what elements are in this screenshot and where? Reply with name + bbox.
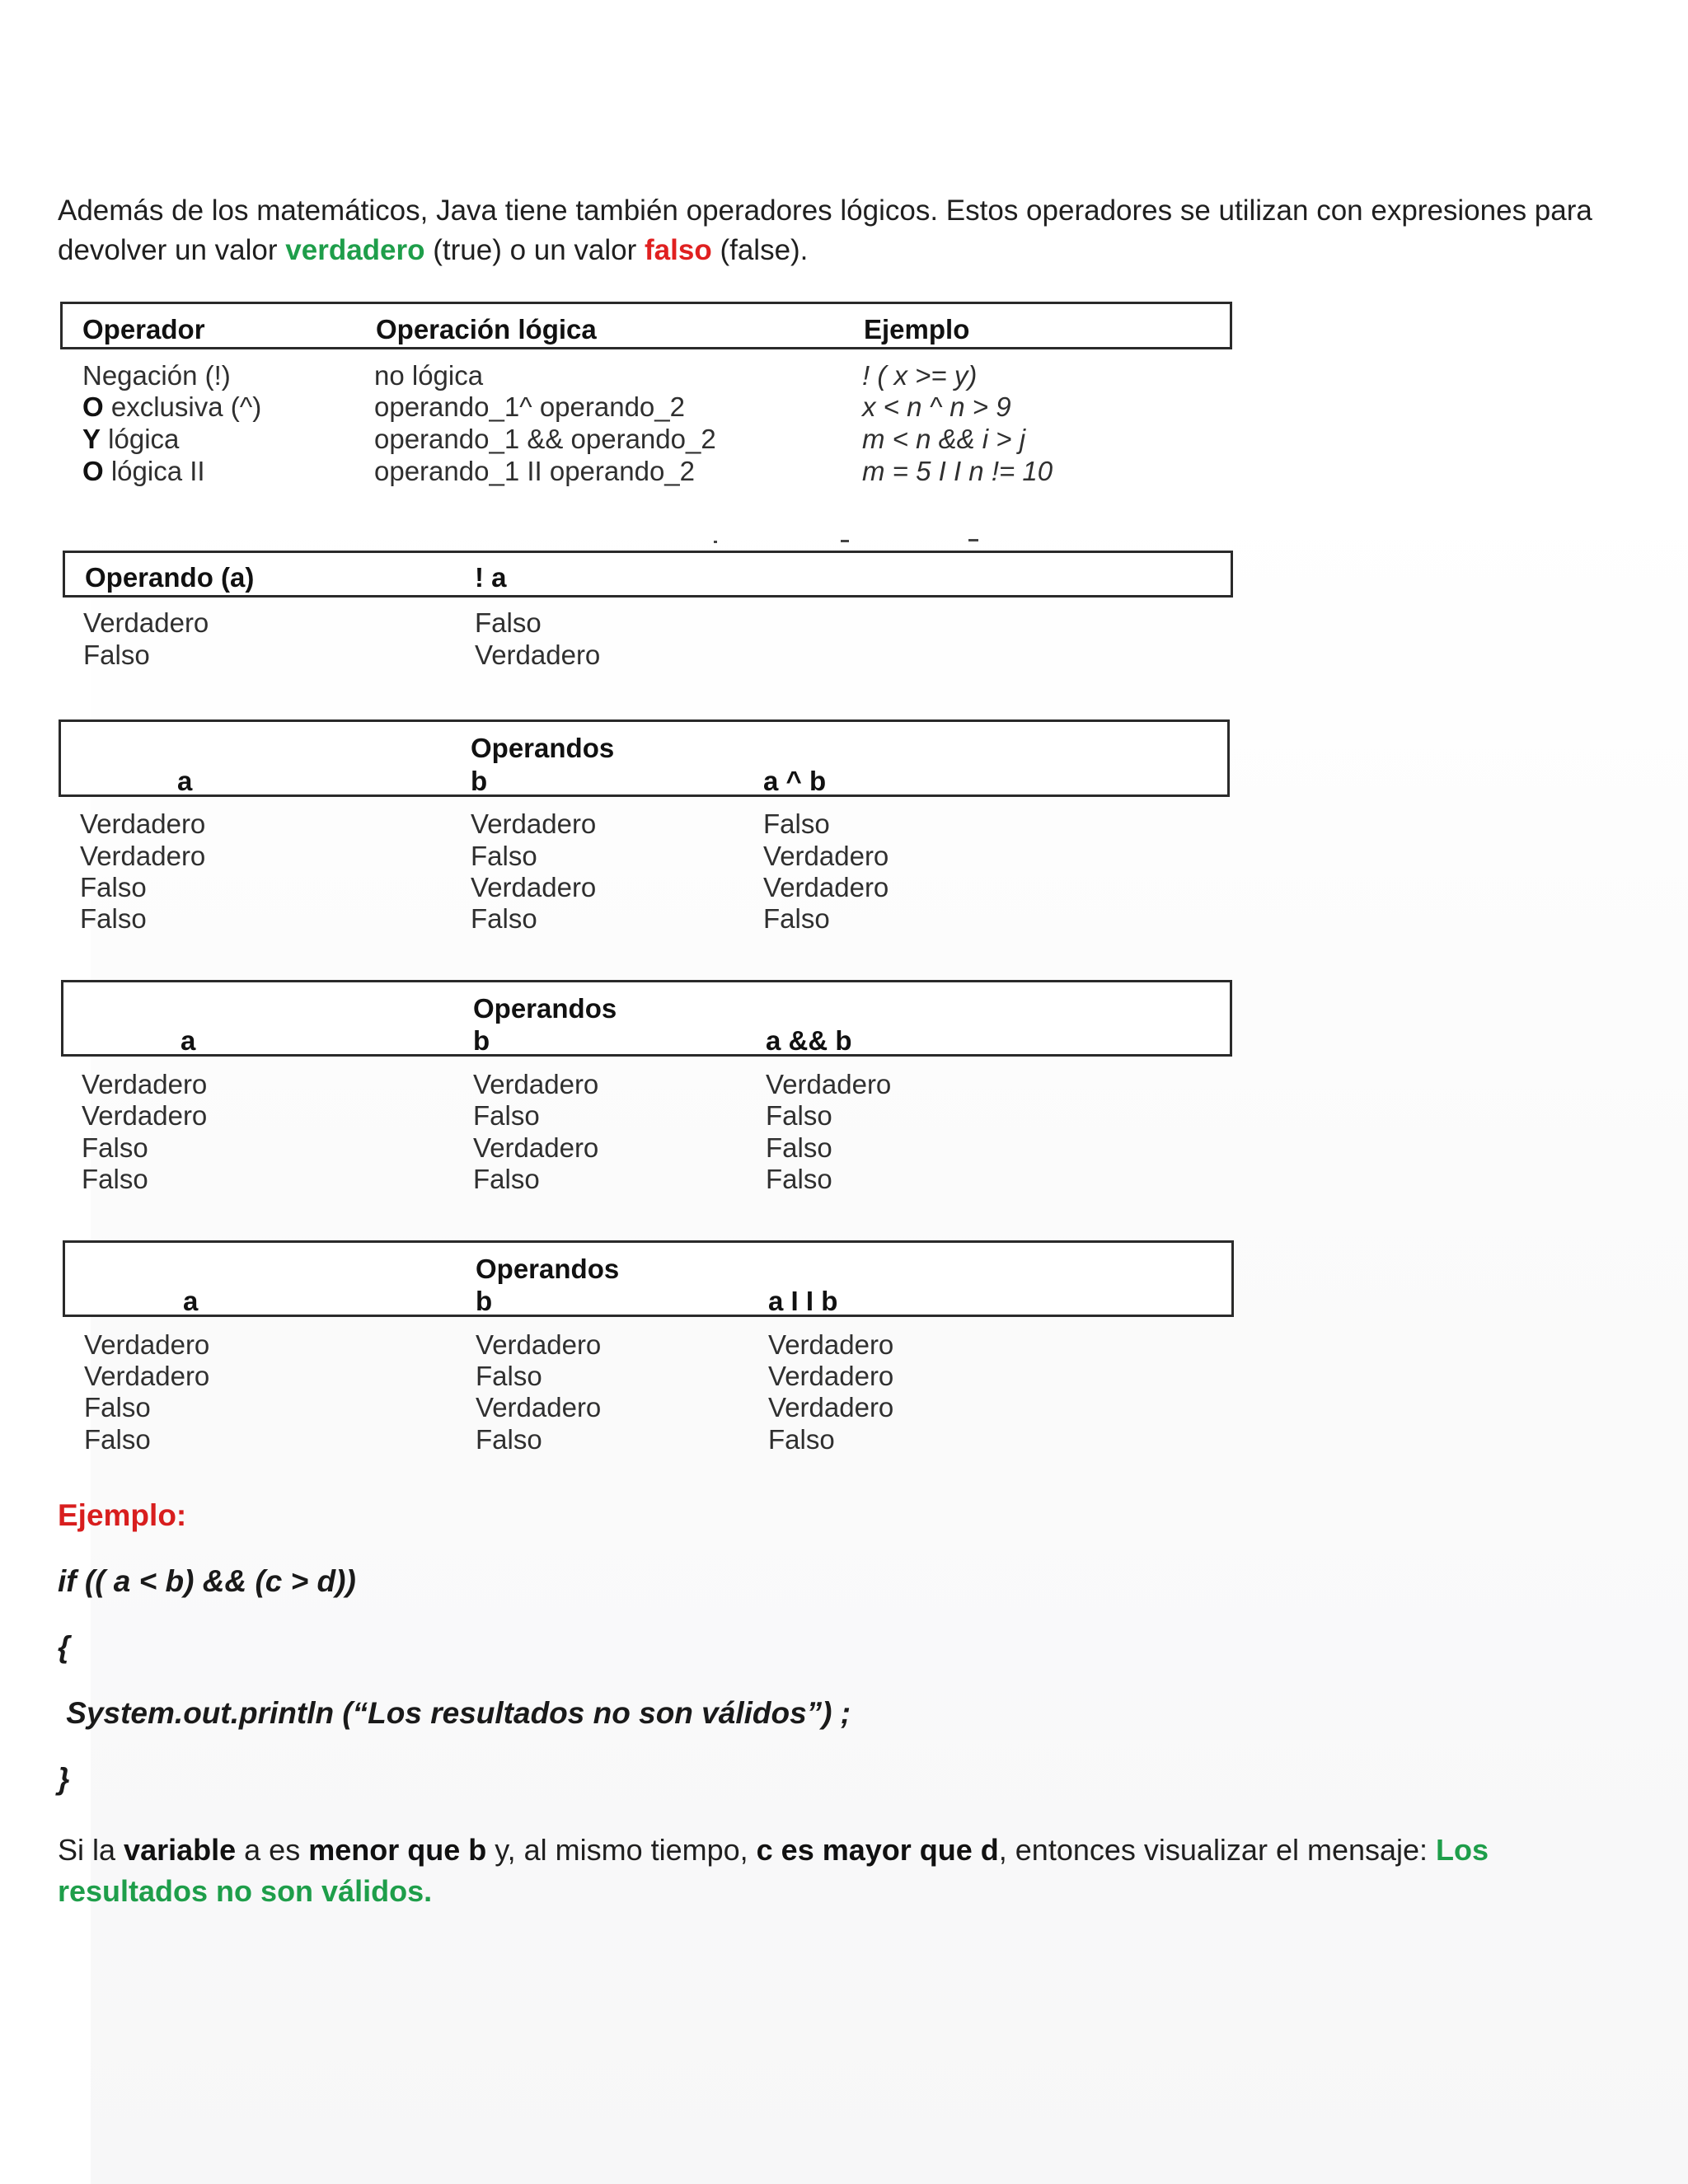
table-cell: Verdadero [768, 1361, 894, 1391]
table-cell: Falso [80, 872, 147, 902]
table-cell: Verdadero [83, 607, 209, 638]
table-cell: Falso [763, 903, 830, 934]
header-result: a I I b [768, 1286, 838, 1316]
header-b: b [473, 1025, 490, 1056]
intro-true-word: verdadero [285, 234, 425, 266]
example-title: Ejemplo: [58, 1498, 187, 1532]
header-a: a [181, 1025, 196, 1056]
group-label: Operandos [471, 733, 615, 763]
header-b: b [476, 1286, 493, 1316]
header-operador: Operador [82, 314, 205, 344]
table-cell: Verdadero [473, 1132, 599, 1163]
intro-text-after: (false). [711, 234, 809, 266]
table-cell: Falso [766, 1100, 832, 1131]
summary-paragraph [58, 1830, 1640, 1912]
summary-bold: menor que b [308, 1833, 487, 1867]
header-a: a [177, 766, 193, 796]
summary-bold: variable [124, 1833, 237, 1867]
table-cell: Falso [84, 1392, 151, 1422]
intro-text-middle: (true) o un valor [424, 234, 645, 266]
summary-bold: c es mayor que d [756, 1833, 999, 1867]
code-line: System.out.println (“Los resultados no son válidos”) ; [58, 1696, 851, 1730]
table-cell: Falso [471, 841, 537, 871]
summary-text: , entonces visualizar el mensaje: [998, 1833, 1437, 1867]
operation-text: no lógica [374, 360, 484, 391]
table-cell: Falso [768, 1424, 835, 1455]
group-label: Operandos [476, 1254, 620, 1284]
code-line: } [58, 1762, 70, 1796]
scan-artifact [841, 540, 849, 542]
table-cell: Verdadero [476, 1392, 602, 1422]
or-table-header [63, 1240, 1234, 1317]
table-cell: Falso [82, 1164, 148, 1194]
header-b: b [471, 766, 488, 796]
table-cell: Falso [476, 1361, 542, 1391]
operation-text: operando_1 II operando_2 [374, 456, 696, 486]
table-cell: Verdadero [80, 808, 206, 839]
operators-table-header [60, 302, 1232, 349]
summary-text: a es [236, 1833, 309, 1867]
table-cell: Verdadero [768, 1329, 894, 1360]
table-cell: Verdadero [84, 1329, 210, 1360]
summary-message: Los resultados no son válidos. [58, 1833, 1489, 1908]
table-cell: Verdadero [471, 872, 597, 902]
summary-text: Si la [58, 1833, 124, 1867]
table-cell: Verdadero [84, 1361, 210, 1391]
table-cell: Verdadero [763, 872, 889, 902]
table-cell: Falso [473, 1164, 540, 1194]
table-cell: Falso [82, 1132, 148, 1163]
table-cell: Verdadero [476, 1329, 602, 1360]
code-line: if (( a < b) && (c > d)) [58, 1564, 356, 1598]
example-text: ! ( x >= y) [862, 360, 978, 391]
header-operacion: Operación lógica [376, 314, 597, 344]
intro-paragraph [58, 191, 1607, 270]
table-cell: Verdadero [82, 1100, 208, 1131]
table-cell: Verdadero [471, 808, 597, 839]
header-ejemplo: Ejemplo [864, 314, 970, 344]
header-not-a: ! a [475, 562, 507, 593]
table-cell: Verdadero [766, 1069, 892, 1099]
table-cell: Falso [766, 1164, 832, 1194]
scan-artifact [714, 541, 717, 543]
operator-name: O lógica II [82, 456, 205, 486]
table-cell: Falso [476, 1424, 542, 1455]
example-text: m = 5 I I n != 10 [862, 456, 1053, 486]
header-operando-a: Operando (a) [85, 562, 255, 593]
table-cell: Verdadero [473, 1069, 599, 1099]
example-text: m < n && i > j [862, 424, 1026, 454]
table-cell: Falso [83, 640, 150, 670]
operator-name: Negación (!) [82, 360, 231, 391]
group-label: Operandos [473, 993, 617, 1024]
xor-table-header [59, 719, 1230, 797]
example-text: x < n ^ n > 9 [862, 391, 1011, 422]
operation-text: operando_1 && operando_2 [374, 424, 716, 454]
table-cell: Falso [766, 1132, 832, 1163]
scan-artifact [968, 539, 978, 541]
code-line: { [58, 1630, 70, 1664]
table-cell: Falso [763, 808, 830, 839]
table-cell: Verdadero [475, 640, 601, 670]
summary-text: y, al mismo tiempo, [486, 1833, 757, 1867]
operator-name: O exclusiva (^) [82, 391, 262, 422]
table-cell: Verdadero [82, 1069, 208, 1099]
header-result: a ^ b [763, 766, 827, 796]
table-cell: Verdadero [763, 841, 889, 871]
table-cell: Falso [471, 903, 537, 934]
and-table-header [61, 980, 1232, 1057]
table-cell: Verdadero [80, 841, 206, 871]
table-cell: Falso [80, 903, 147, 934]
header-result: a && b [766, 1025, 852, 1056]
intro-text-before: Además de los matemáticos, Java tiene también operadores lógicos. Estos operadores se utilizan con expresiones para devolver un valor [58, 194, 1592, 266]
table-cell: Falso [475, 607, 542, 638]
header-a: a [183, 1286, 199, 1316]
operator-name: Y lógica [82, 424, 180, 454]
intro-false-word: falso [645, 234, 712, 266]
table-cell: Falso [473, 1100, 540, 1131]
operation-text: operando_1^ operando_2 [374, 391, 685, 422]
table-cell: Falso [84, 1424, 151, 1455]
table-cell: Verdadero [768, 1392, 894, 1422]
